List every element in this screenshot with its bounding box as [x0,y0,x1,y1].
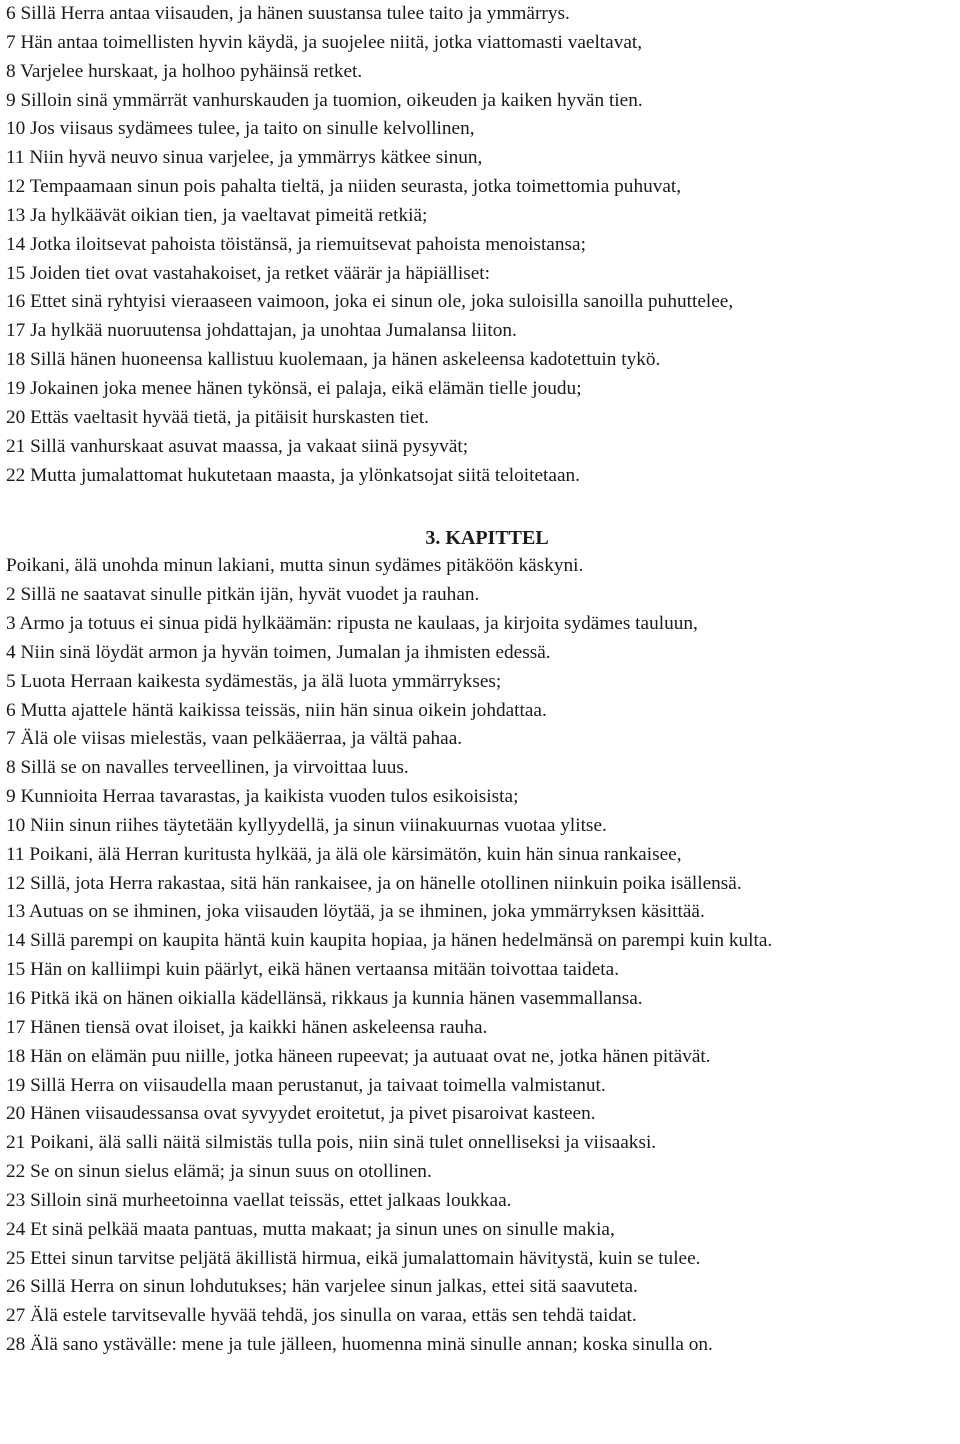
verse-line: 23 Silloin sinä murheetoinna vaellat teissäs, ettet jalkaas loukkaa. [6,1189,512,1211]
verse-line: 8 Sillä se on navalles terveellinen, ja virvoittaa luus. [6,757,409,779]
verse-line: Poikani, älä unohda minun lakiani, mutta sinun sydämes pitäköön käskyni. [6,555,584,577]
verse-line: 12 Sillä, jota Herra rakastaa, sitä hän rankaisee, ja on hänelle otollinen niinkuin poika isällensä. [6,872,742,894]
verse-line: 21 Poikani, älä salli näitä silmistäs tulla pois, niin sinä tulet onnelliseksi ja viisaaksi. [6,1132,657,1154]
verse-line: 22 Se on sinun sielus elämä; ja sinun suus on otollinen. [6,1161,432,1183]
verse-line: 10 Niin sinun riihes täytetään kyllyydellä, ja sinun viinakuurnas vuotaa ylitse. [6,814,607,836]
verse-line: 22 Mutta jumalattomat hukutetaan maasta, ja ylönkatsojat siitä teloitetaan. [6,464,580,486]
chapter-heading: 3. KAPITTEL [425,527,549,550]
verse-line: 25 Ettei sinun tarvitse peljätä äkillistä hirmua, eikä jumalattomain hävitystä, kuin se tulee. [6,1247,701,1269]
verses-section-1 [6,0,954,490]
verse-line: 18 Sillä hänen huoneensa kallistuu kuolemaan, ja hänen askeleensa kadotettuin tykö. [6,349,661,371]
verse-line: 11 Niin hyvä neuvo sinua varjelee, ja ymmärrys kätkee sinun, [6,147,483,169]
verse-line: 14 Sillä parempi on kaupita häntä kuin kaupita hopiaa, ja hänen hedelmänsä on parempi kuin kulta. [6,930,773,952]
verse-line: 18 Hän on elämän puu niille, jotka häneen rupeevat; ja autuaat ovat ne, jotka hänen pitävät. [6,1045,711,1067]
verse-line: 16 Ettet sinä ryhtyisi vieraaseen vaimoon, joka ei sinun ole, joka suloisilla sanoilla puhuttelee, [6,291,734,313]
verse-line: 10 Jos viisaus sydämees tulee, ja taito on sinulle kelvollinen, [6,118,475,140]
verse-line: 2 Sillä ne saatavat sinulle pitkän ijän, hyvät vuodet ja rauhan. [6,584,480,606]
verse-line: 9 Kunnioita Herraa tavarastas, ja kaikista vuoden tulos esikoisista; [6,786,519,808]
verse-line: 24 Et sinä pelkää maata pantuas, mutta makaat; ja sinun unes on sinulle makia, [6,1218,615,1240]
verse-line: 7 Älä ole viisas mielestäs, vaan pelkääerraa, ja vältä pahaa. [6,728,463,750]
verse-line: 20 Hänen viisaudessansa ovat syvyydet eroitetut, ja pivet pisaroivat kasteen. [6,1103,596,1125]
verse-line: 6 Mutta ajattele häntä kaikissa teissäs, niin hän sinua oikein johdattaa. [6,699,547,721]
verse-line: 12 Tempaamaan sinun pois pahalta tieltä, ja niiden seurasta, jotka toimettomia puhuvat, [6,176,682,198]
verses-section-2 [6,552,954,1360]
verse-line: 19 Sillä Herra on viisaudella maan perustanut, ja taivaat toimella valmistanut. [6,1074,606,1096]
verse-line: 17 Ja hylkää nuoruutensa johdattajan, ja unohtaa Jumalansa liiton. [6,320,517,342]
verse-line: 16 Pitkä ikä on hänen oikialla kädellänsä, rikkaus ja kunnia hänen vasemmallansa. [6,988,643,1009]
verse-line: 15 Joiden tiet ovat vastahakoiset, ja retket väärär ja häpiälliset: [6,262,490,284]
verse-line: 7 Hän antaa toimellisten hyvin käydä, ja suojelee niitä, jotka viattomasti vaeltavat, [6,31,643,53]
verse-line: 28 Älä sano ystävälle: mene ja tule jälleen, huomenna minä sinulle annan; koska sinulla on. [6,1334,713,1356]
verse-line: 11 Poikani, älä Herran kuritusta hylkää, ja älä ole kärsimätön, kuin hän sinua rankaisee, [6,843,682,865]
verse-line: 13 Ja hylkäävät oikian tien, ja vaeltavat pimeitä retkiä; [6,204,428,226]
verse-line: 13 Autuas on se ihminen, joka viisauden löytää, ja se ihminen, joka ymmärryksen käsittää. [6,901,705,923]
verse-line: 4 Niin sinä löydät armon ja hyvän toimen, Jumalan ja ihmisten edessä. [6,641,551,663]
verse-line: 6 Sillä Herra antaa viisauden, ja hänen suustansa tulee taito ja ymmärrys. [6,3,570,24]
verse-line: 21 Sillä vanhurskaat asuvat maassa, ja vakaat siinä pysyvät; [6,435,469,457]
verse-line: 3 Armo ja totuus ei sinua pidä hylkäämän: ripusta ne kaulaas, ja kirjoita sydämes tauluun, [6,613,698,635]
verse-line: 8 Varjelee hurskaat, ja holhoo pyhäinsä retket. [6,60,363,82]
verse-line: 20 Ettäs vaeltasit hyvää tietä, ja pitäisit hurskasten tiet. [6,406,430,428]
verse-line: 9 Silloin sinä ymmärrät vanhurskauden ja tuomion, oikeuden ja kaiken hyvän tien. [6,89,643,111]
verse-line: 5 Luota Herraan kaikesta sydämestäs, ja älä luota ymmärrykses; [6,670,502,692]
verse-line: 17 Hänen tiensä ovat iloiset, ja kaikki hänen askeleensa rauha. [6,1016,488,1038]
verse-line: 14 Jotka iloitsevat pahoista töistänsä, ja riemuitsevat pahoista menoistansa; [6,233,586,255]
verse-line: 27 Älä estele tarvitsevalle hyvää tehdä, jos sinulla on varaa, ettäs sen tehdä taidat. [6,1305,637,1327]
verse-line: 26 Sillä Herra on sinun lohdutukses; hän varjelee sinun jalkas, ettei sitä saavuteta. [6,1276,638,1298]
verse-line: 15 Hän on kalliimpi kuin päärlyt, eikä hänen vertaansa mitään toivottaa taideta. [6,959,620,981]
verse-line: 19 Jokainen joka menee hänen tykönsä, ei palaja, eikä elämän tielle joudu; [6,377,582,399]
